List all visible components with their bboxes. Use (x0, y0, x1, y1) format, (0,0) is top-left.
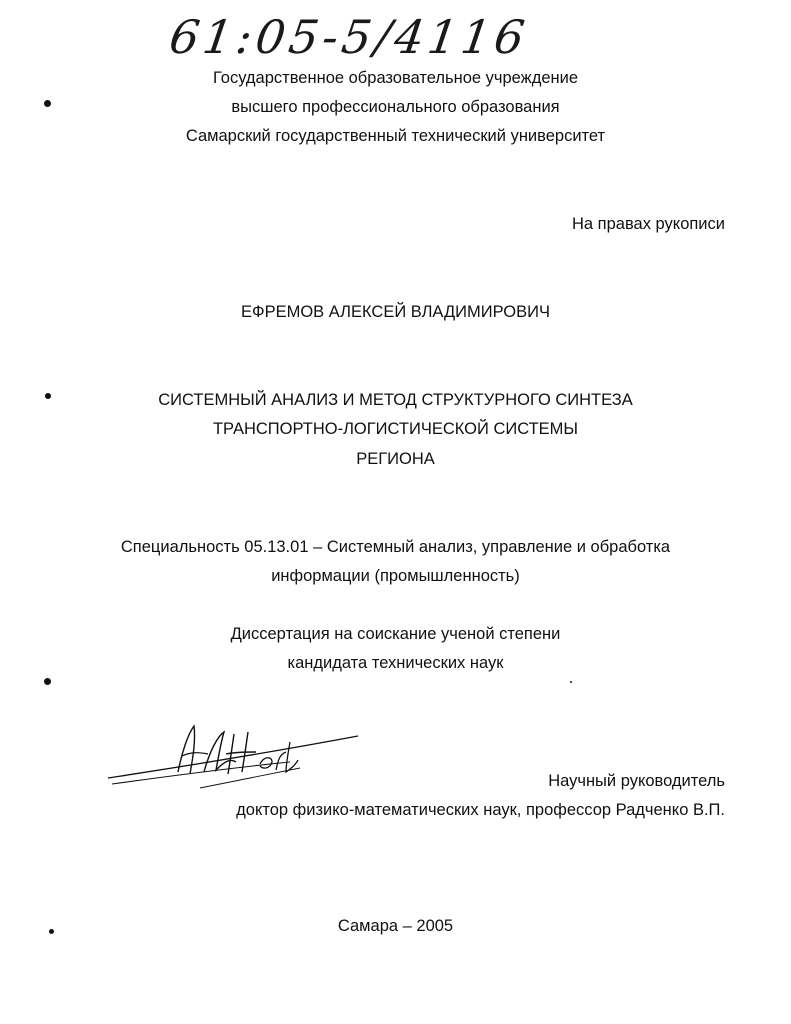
supervisor-label: Научный руководитель (548, 772, 725, 790)
dissertation-line-1: Диссертация на соискание ученой степени (230, 625, 561, 643)
title-line-3: РЕГИОНА (356, 450, 435, 468)
binding-hole-mark (44, 678, 51, 685)
title-line-2: ТРАНСПОРТНО-ЛОГИСТИЧЕСКОЙ СИСТЕМЫ (212, 420, 579, 438)
handwritten-archive-number: 61:05-5/4116 (166, 10, 532, 64)
rights-note: На правах рукописи (572, 215, 725, 233)
handwritten-signature (100, 712, 370, 802)
institution-line-1: Государственное образовательное учреждение (212, 69, 579, 87)
institution-line-2: высшего профессионального образования (231, 98, 560, 116)
dissertation-line-2: кандидата технических наук (287, 654, 504, 672)
scan-speck (570, 681, 572, 683)
title-line-1: СИСТЕМНЫЙ АНАЛИЗ И МЕТОД СТРУКТУРНОГО СИНТЕЗА (158, 391, 633, 409)
place-year: Самара – 2005 (337, 917, 454, 935)
supervisor-name: доктор физико-математических наук, профессор Радченко В.П. (236, 801, 725, 819)
institution-line-3: Самарский государственный технический университет (185, 127, 606, 145)
author-name: ЕФРЕМОВ АЛЕКСЕЙ ВЛАДИМИРОВИЧ (241, 303, 550, 321)
specialty-line-1: Специальность 05.13.01 – Системный анализ, управление и обработка (120, 538, 671, 556)
specialty-line-2: информации (промышленность) (271, 567, 520, 585)
